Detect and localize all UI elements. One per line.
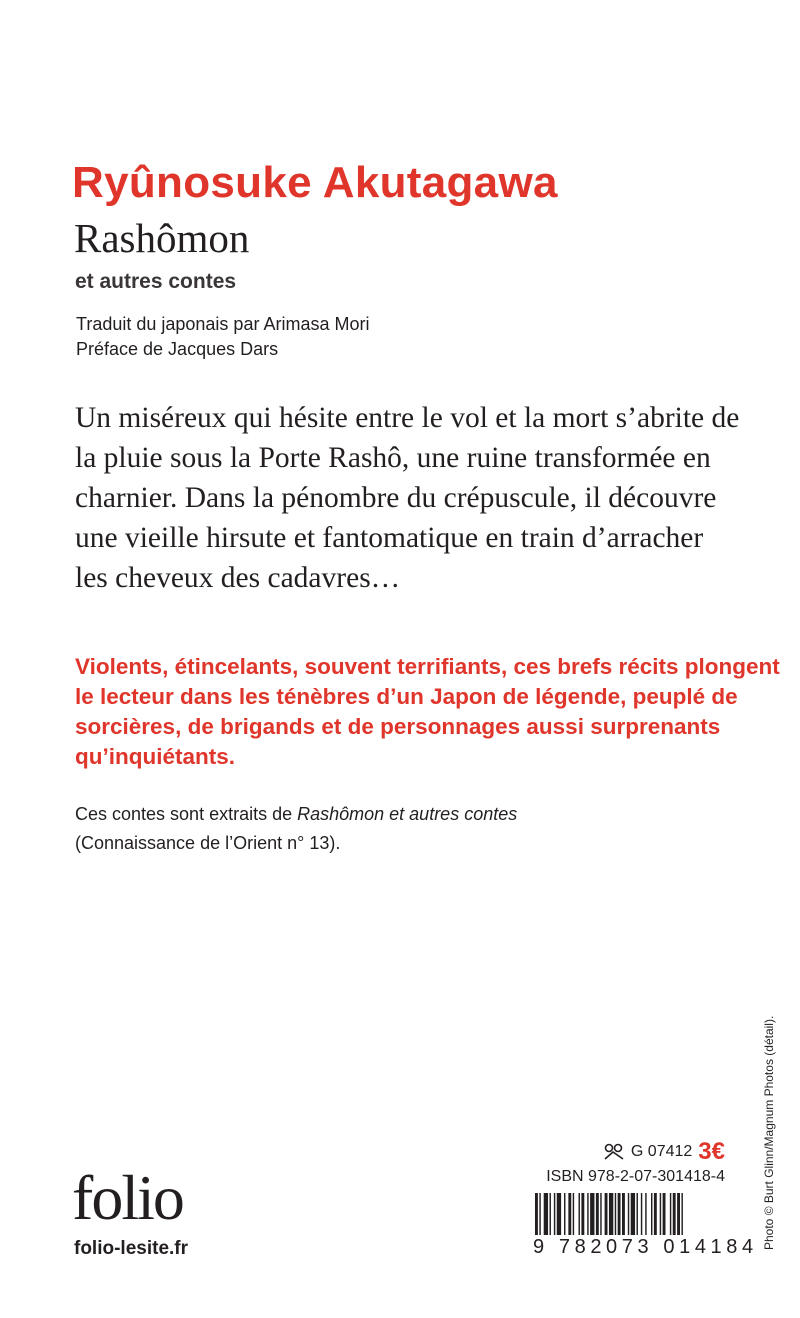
blurb-line: les cheveux des cadavres… bbox=[75, 562, 401, 594]
blurb-line: la pluie sous la Porte Rashô, une ruine transformée en bbox=[75, 442, 711, 474]
barcode-bar bbox=[622, 1193, 625, 1235]
barcode-bar bbox=[663, 1193, 666, 1235]
pitch-line: sorcières, de brigands et de personnages aussi surprenants bbox=[75, 714, 721, 739]
source-note-title: Rashômon et autres contes bbox=[297, 804, 518, 824]
author-name: Ryûnosuke Akutagawa bbox=[72, 158, 558, 207]
blurb-line: charnier. Dans la pénombre du crépuscule, il découvre bbox=[75, 482, 717, 514]
preface-credit: Préface de Jacques Dars bbox=[76, 339, 279, 359]
pitch-line: le lecteur dans les ténèbres d’un Japon de légende, peuplé de bbox=[75, 684, 738, 709]
source-note-line-1 bbox=[75, 800, 517, 829]
blurb-line: une vieille hirsute et fantomatique en train d’arracher bbox=[75, 522, 704, 554]
barcode-bar bbox=[564, 1193, 565, 1235]
barcode-bar bbox=[579, 1193, 580, 1235]
price: 3€ bbox=[698, 1138, 725, 1165]
source-note-line-2: (Connaissance de l’Orient n° 13). bbox=[75, 833, 341, 853]
barcode-bar bbox=[673, 1193, 676, 1235]
barcode-bar bbox=[609, 1193, 613, 1235]
translator-credit: Traduit du japonais par Arimasa Mori bbox=[76, 314, 370, 334]
barcode-bar bbox=[654, 1193, 657, 1235]
barcode-bar bbox=[550, 1193, 551, 1235]
barcode-bar bbox=[581, 1193, 584, 1235]
blurb-paragraph bbox=[75, 398, 740, 598]
pitch-line: qu’inquiétants. bbox=[75, 744, 235, 769]
barcode-bar bbox=[573, 1193, 574, 1235]
barcode-bar bbox=[539, 1193, 540, 1235]
book-title: Rashômon bbox=[74, 215, 250, 261]
barcode-bar bbox=[535, 1193, 538, 1235]
pitch-line: Violents, étincelants, souvent terrifiants, ces brefs récits plongent bbox=[75, 654, 780, 679]
barcode-bar bbox=[641, 1193, 642, 1235]
barcode-bar bbox=[645, 1193, 646, 1235]
barcode-bar bbox=[587, 1193, 588, 1235]
ean-number: 9 782073 014184 bbox=[533, 1236, 758, 1258]
barcode-bar bbox=[554, 1193, 555, 1235]
barcode-bar bbox=[596, 1193, 599, 1235]
barcode-bar bbox=[631, 1193, 635, 1235]
blurb-line: Un miséreux qui hésite entre le vol et la mort s’abrite de bbox=[75, 402, 740, 434]
barcode-bar bbox=[637, 1193, 638, 1235]
folio-category-mark-icon bbox=[603, 1143, 625, 1161]
source-note-prefix: Ces contes sont extraits de bbox=[75, 804, 298, 824]
barcode-bar bbox=[651, 1193, 652, 1235]
barcode-bar bbox=[544, 1193, 548, 1235]
publisher-website: folio-lesite.fr bbox=[74, 1238, 189, 1259]
photo-credit: Photo © Burt Glinn/Magnum Photos (détail). bbox=[762, 1015, 776, 1250]
product-code: G 07412 bbox=[630, 1143, 693, 1160]
barcode bbox=[533, 1193, 726, 1237]
barcode-bar bbox=[605, 1193, 608, 1235]
barcode-bar bbox=[568, 1193, 571, 1235]
barcode-bar bbox=[557, 1193, 561, 1235]
price-row bbox=[603, 1138, 725, 1166]
source-note bbox=[75, 800, 517, 858]
pitch-paragraph bbox=[75, 652, 780, 772]
folio-logo: folio bbox=[72, 1162, 183, 1233]
barcode-bar bbox=[677, 1193, 680, 1235]
barcode-bar bbox=[681, 1193, 682, 1235]
barcode-bar bbox=[628, 1193, 629, 1235]
barcode-bar bbox=[660, 1193, 661, 1235]
book-subtitle: et autres contes bbox=[75, 270, 237, 293]
barcode-bar bbox=[618, 1193, 621, 1235]
barcode-bar bbox=[615, 1193, 616, 1235]
barcode-bar bbox=[590, 1193, 594, 1235]
barcode-bar bbox=[670, 1193, 671, 1235]
isbn: ISBN 978-2-07-301418-4 bbox=[546, 1168, 725, 1185]
barcode-bar bbox=[600, 1193, 601, 1235]
